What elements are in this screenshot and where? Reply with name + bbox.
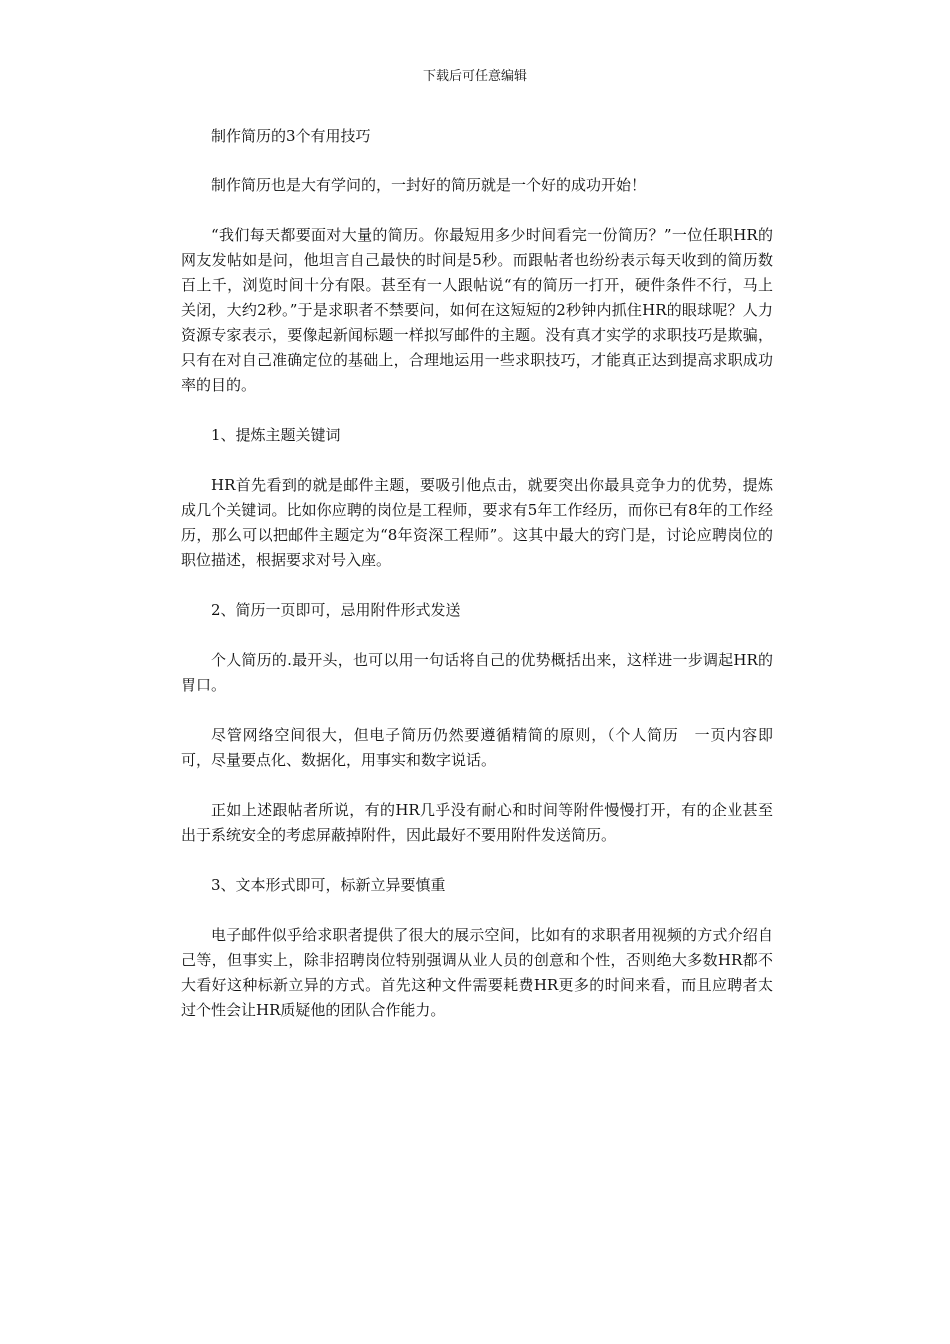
body-paragraph-6: 电子邮件似乎给求职者提供了很大的展示空间，比如有的求职者用视频的方式介绍自己等，但事实上，除非招聘岗位特别强调从业人员的创意和个性，否则绝大多数HR都不大看好这种标新立异的方式。首先这种文件需要耗费HR更多的时间来看，而且应聘者太过个性会让HR质疑他的团队合作能力。 bbox=[181, 926, 773, 1019]
editable-note: 下载后可任意编辑 bbox=[422, 69, 527, 84]
body-paragraph-4: 尽管网络空间很大，但电子简历仍然要遵循精简的原则，（个人简历 一页内容即可，尽量要点化、数据化，用事实和数字说话。 bbox=[181, 726, 773, 769]
body-paragraph-2: HR首先看到的就是邮件主题，要吸引他点击，就要突出你最具竞争力的优势，提炼成几个关键词。比如你应聘的岗位是工程师，要求有5年工作经历，而你已有8年的工作经历，那么可以把邮件主题定为“8年资深工程师”。这其中最大的窍门是，讨论应聘岗位的职位描述，根据要求对号入座。 bbox=[181, 476, 773, 569]
body-paragraph-3: 个人简历的.最开头，也可以用一句话将自己的优势概括出来，这样进一步调起HR的胃口。 bbox=[181, 651, 773, 694]
section-heading-1: 1、提炼主题关键词 bbox=[211, 426, 341, 444]
section-heading-2: 2、简历一页即可，忌用附件形式发送 bbox=[211, 601, 461, 619]
page-header bbox=[0, 68, 950, 86]
document-title: 制作简历的3个有用技巧 bbox=[211, 127, 371, 145]
document-body bbox=[181, 124, 773, 1048]
section-heading-3: 3、文本形式即可，标新立异要慎重 bbox=[211, 876, 446, 894]
body-paragraph-5: 正如上述跟帖者所说，有的HR几乎没有耐心和时间等附件慢慢打开，有的企业甚至出于系统安全的考虑屏蔽掉附件，因此最好不要用附件发送简历。 bbox=[181, 801, 773, 844]
intro-paragraph: 制作简历也是大有学问的，一封好的简历就是一个好的成功开始！ bbox=[211, 176, 647, 194]
body-paragraph-1: “我们每天都要面对大量的简历。你最短用多少时间看完一份简历？”一位任职HR的网友发帖如是问，他坦言自己最快的时间是5秒。而跟帖者也纷纷表示每天收到的简历数百上千，浏览时间十分有限。甚至有一人跟帖说“有的简历一打开，硬件条件不行，马上关闭，大约2秒。”于是求职者不禁要问，如何在这短短的2秒钟内抓住HR的眼球呢？人力资源专家表示，要像起新闻标题一样拟写邮件的主题。没有真才实学的求职技巧是欺骗，只有在对自己准确定位的基础上，合理地运用一些求职技巧，才能真正达到提高求职成功率的目的。 bbox=[181, 226, 773, 394]
